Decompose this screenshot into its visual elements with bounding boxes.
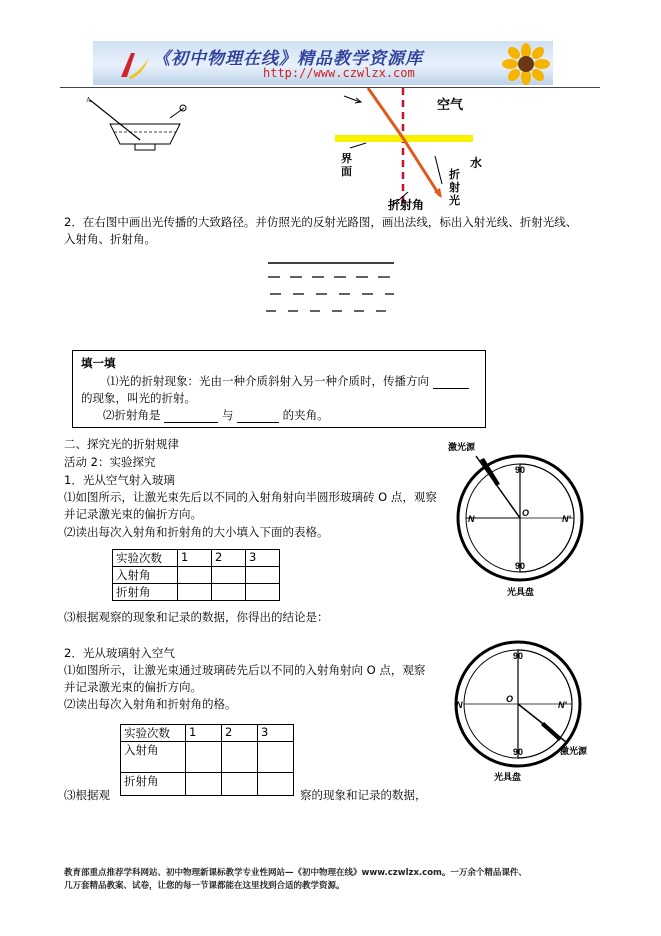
dial2-source-label: 激光源 bbox=[560, 747, 588, 757]
table-cell[interactable] bbox=[212, 584, 246, 601]
water-surface-diagram bbox=[264, 258, 399, 318]
table1-row-incidence: 入射角 bbox=[113, 567, 178, 584]
table-cell[interactable] bbox=[246, 584, 280, 601]
table2-header-2: 2 bbox=[222, 725, 258, 742]
table-cell[interactable] bbox=[258, 773, 294, 796]
dial1-top-label: 90 bbox=[515, 465, 526, 475]
fill-item2-tail: 的夹角。 bbox=[282, 408, 329, 422]
data-table-2 bbox=[120, 724, 294, 796]
table2-row-refraction: 折射角 bbox=[121, 773, 186, 796]
data-table-1 bbox=[112, 549, 280, 601]
table2-row-incidence: 入射角 bbox=[121, 742, 186, 773]
section-heading: 二、探究光的折射规律 bbox=[64, 437, 179, 451]
table2-header-1: 1 bbox=[186, 725, 222, 742]
part1-step1-line1: ⑴如图所示，让激光束先后以不同的入射角射向半圆形玻璃砖 O 点，观察 bbox=[64, 490, 437, 504]
water-label: 水 bbox=[470, 156, 483, 170]
table-cell[interactable] bbox=[212, 567, 246, 584]
table-cell[interactable] bbox=[178, 567, 212, 584]
part2-step1-line1: ⑴如图所示，让激光束通过玻璃砖先后以不同的入射角射向 O 点，观察 bbox=[64, 663, 426, 677]
dial2-n2-label: N' bbox=[558, 700, 567, 710]
fill-in-box bbox=[72, 350, 486, 428]
dial1-n2-label: N' bbox=[562, 514, 571, 524]
table-cell[interactable] bbox=[186, 742, 222, 773]
optical-disk-2 bbox=[438, 630, 598, 790]
fill-blank-direction[interactable] bbox=[433, 376, 469, 389]
activity-label: 活动 2：实验探究 bbox=[64, 455, 156, 469]
part1-step2: ⑵读出每次入射角和折射角的大小填入下面的表格。 bbox=[64, 525, 329, 539]
dial1-center-label: O bbox=[522, 508, 530, 518]
fill-blank-normal[interactable] bbox=[237, 410, 279, 423]
table2-header-3: 3 bbox=[258, 725, 294, 742]
table-cell[interactable] bbox=[178, 584, 212, 601]
dial2-top-label: 90 bbox=[513, 651, 524, 661]
dial2-center-label: O bbox=[506, 694, 514, 704]
part2-step1-line2: 并记录激光束的偏折方向。 bbox=[64, 680, 202, 694]
dial2-bottom-label: 90 bbox=[513, 747, 524, 757]
fill-item2-text: ⑵折射角是 bbox=[103, 408, 161, 422]
part2-step2: ⑵读出每次入射角和折射角的格。 bbox=[64, 697, 237, 711]
table1-row-refraction: 折射角 bbox=[113, 584, 178, 601]
eye-icon bbox=[180, 105, 186, 111]
table1-header-1: 1 bbox=[178, 550, 212, 567]
table-cell[interactable] bbox=[222, 742, 258, 773]
refracted-ray-label: 折射光 bbox=[449, 168, 460, 207]
table2-header-trials: 实验次数 bbox=[121, 725, 186, 742]
refracted-ray bbox=[403, 138, 440, 196]
dial1-bottom-label: 90 bbox=[515, 561, 526, 571]
bowl-figure bbox=[80, 92, 190, 162]
dial1-caption: 光具盘 bbox=[507, 588, 535, 598]
svg-text:A: A bbox=[86, 96, 92, 104]
logo-icon bbox=[117, 47, 151, 79]
refraction-angle-label: 折射角 bbox=[388, 198, 425, 212]
fill-item2-and: 与 bbox=[221, 408, 234, 422]
interface-label: 界面 bbox=[341, 152, 352, 178]
banner-url[interactable]: http://www.czwlzx.com bbox=[263, 66, 415, 80]
fill-blank-ray[interactable] bbox=[164, 410, 218, 423]
part1-title: 1．光从空气射入玻璃 bbox=[64, 473, 175, 487]
part1-step3: ⑶根据观察的现象和记录的数据，你得出的结论是： bbox=[64, 610, 329, 624]
table-cell[interactable] bbox=[222, 773, 258, 796]
table1-header-trials: 实验次数 bbox=[113, 550, 178, 567]
dial2-n-label: N bbox=[456, 700, 463, 710]
fill-item1-text-2: 的现象，叫光的折射。 bbox=[81, 391, 196, 405]
incident-ray bbox=[368, 88, 403, 138]
fill-item1-text: ⑴光的折射现象：光由一种介质斜射入另一种介质时，传播方向 bbox=[107, 374, 429, 388]
table1-header-3: 3 bbox=[246, 550, 280, 567]
table-cell[interactable] bbox=[258, 742, 294, 773]
air-label: 空气 bbox=[437, 98, 464, 113]
footer-line2: 几万套精品教案、试卷，让您的每一节课都能在这里找到合适的教学资源。 bbox=[64, 881, 345, 891]
part2-step3-a: ⑶根据观 bbox=[64, 788, 110, 802]
dial1-source-label: 激光源 bbox=[448, 443, 476, 453]
banner-title: 《初中物理在线》精品教学资源库 bbox=[153, 49, 423, 69]
table1-header-2: 2 bbox=[212, 550, 246, 567]
q2-text-line1: 2．在右图中画出光传播的大致路径。并仿照光的反射光路图，画出法线，标出入射光线、折射光线、 bbox=[64, 215, 578, 229]
dial2-caption: 光具盘 bbox=[494, 773, 522, 783]
table-cell[interactable] bbox=[186, 773, 222, 796]
part1-step1-line2: 并记录激光束的偏折方向。 bbox=[64, 507, 202, 521]
fill-box-title: 填一填 bbox=[81, 356, 116, 370]
header-banner bbox=[93, 41, 553, 85]
q2-text-line2: 入射角、折射角。 bbox=[64, 232, 156, 246]
optical-disk-1 bbox=[440, 438, 600, 598]
table-cell[interactable] bbox=[246, 567, 280, 584]
part2-title: 2．光从玻璃射入空气 bbox=[64, 646, 175, 660]
dial1-n-label: N bbox=[468, 514, 475, 524]
part2-step3-b: 察的现象和记录的数据， bbox=[300, 788, 427, 802]
sunflower-icon bbox=[501, 43, 551, 85]
footer-line1: 教育部重点推荐学科网站、初中物理新课标教学专业性网站—《初中物理在线》www.czwlzx.com。一万余个精品课件、 bbox=[64, 868, 527, 878]
